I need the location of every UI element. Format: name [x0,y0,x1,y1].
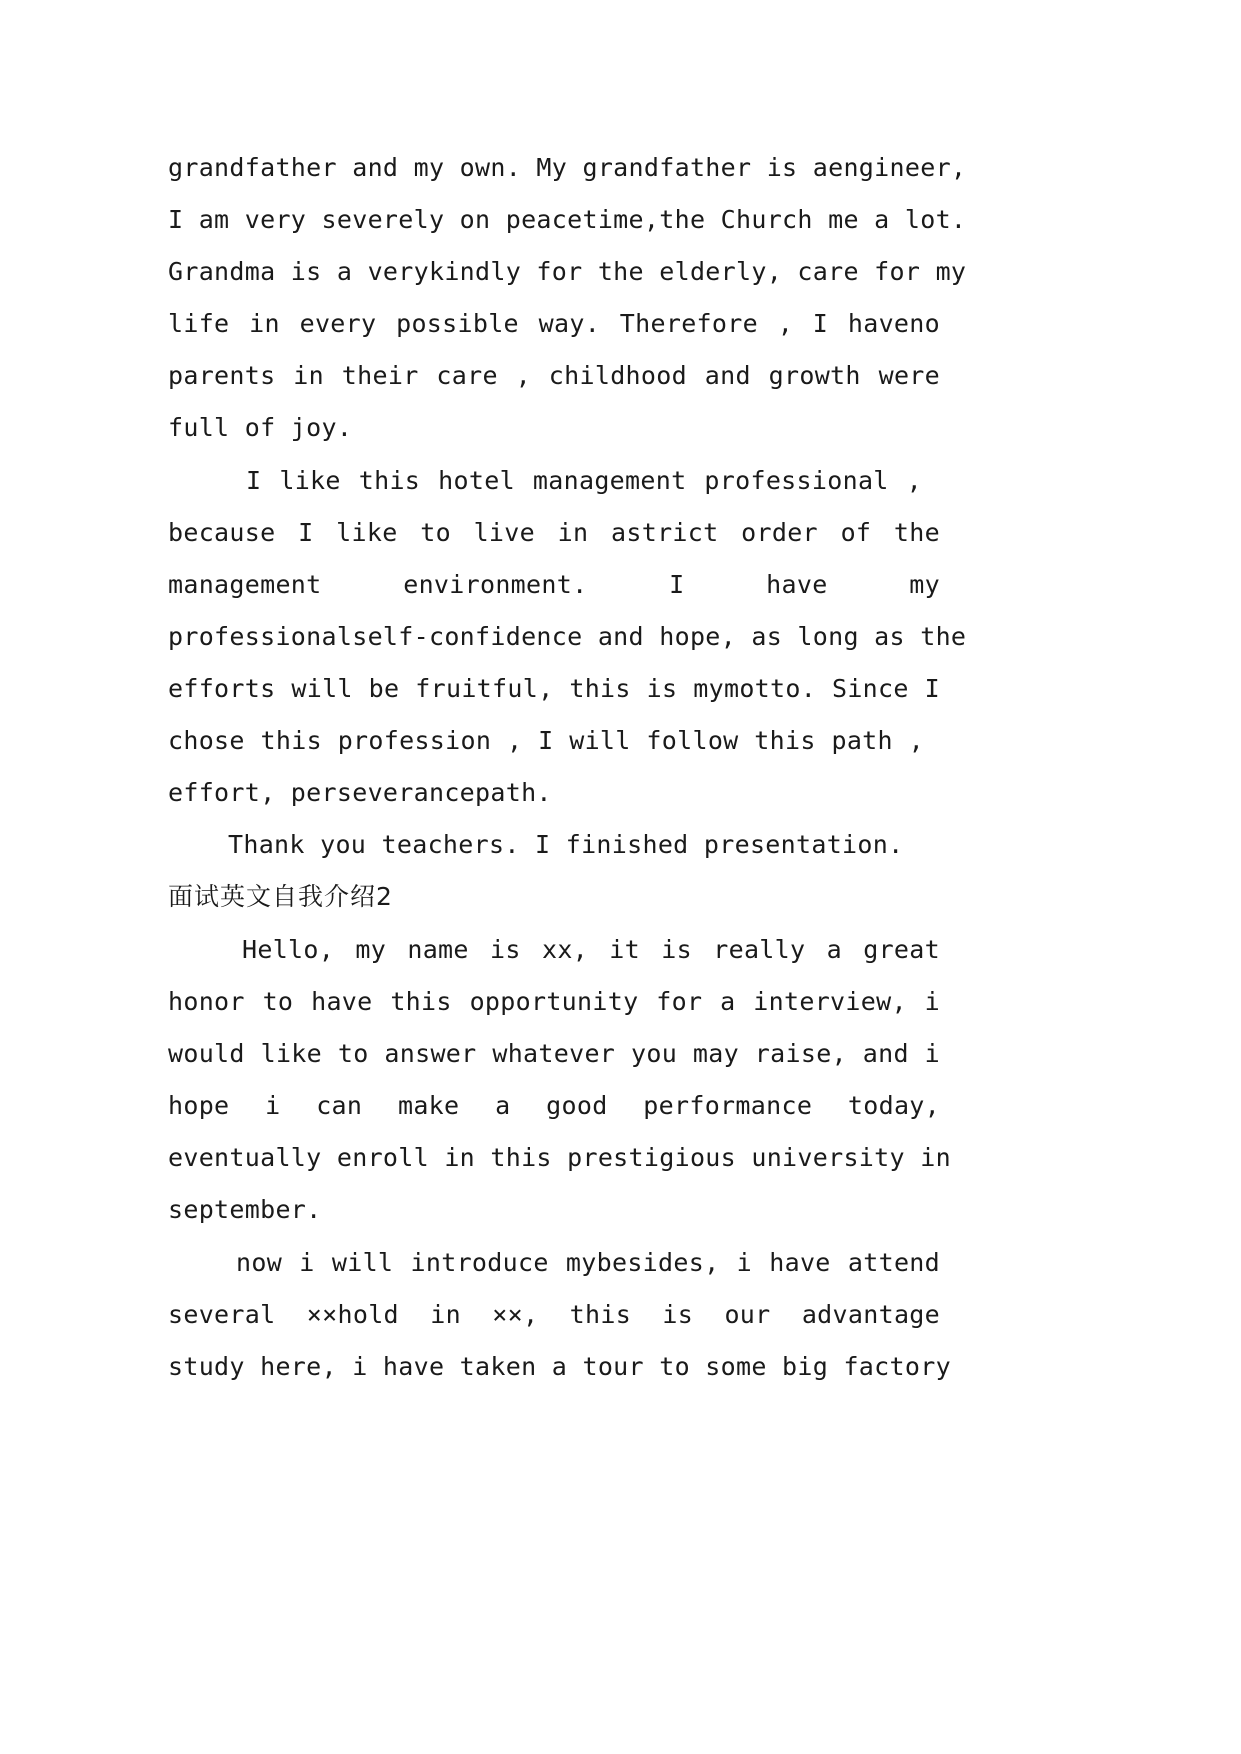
text-line: honor to have this opportunity for a interview, i [168,987,940,1016]
text-line: Grandma is a verykindly for the elderly, care for my [168,257,967,286]
text-line: I am very severely on peacetime,the Church me a lot. [168,205,967,234]
text-line: study here, i have taken a tour to some big factory [168,1352,951,1381]
text-line: full of joy. [168,413,353,442]
paragraph-first-line: Hello, my name is xx, it is really a great [242,935,940,964]
text-line: eventually enroll in this prestigious university in [168,1143,951,1172]
closing-line: Thank you teachers. I finished presentation. [228,830,904,859]
paragraph-first-line: I like this hotel management professional , [246,466,922,495]
paragraph-first-line: now i will introduce mybesides, i have attend [236,1248,940,1277]
text-line: chose this profession , I will follow this path , [168,726,924,755]
text-line: because I like to live in astrict order of the [168,518,940,547]
text-line: professionalself-confidence and hope, as long as the [168,622,967,651]
text-line: life in every possible way. Therefore , I haveno [168,309,940,338]
text-line: parents in their care , childhood and growth were [168,361,940,390]
text-line: september. [168,1195,322,1224]
text-line: efforts will be fruitful, this is mymotto. Since I [168,674,940,703]
text-line: management environment. I have my [168,570,940,599]
text-line: would like to answer whatever you may raise, and i [168,1039,940,1068]
section-heading: 面试英文自我介绍2 [168,882,393,911]
text-line: grandfather and my own. My grandfather is aengineer, [168,153,967,182]
text-line: effort, perseverancepath. [168,778,552,807]
text-line: hope i can make a good performance today, [168,1091,940,1120]
text-line: several ××hold in ××, this is our advantage [168,1300,940,1329]
